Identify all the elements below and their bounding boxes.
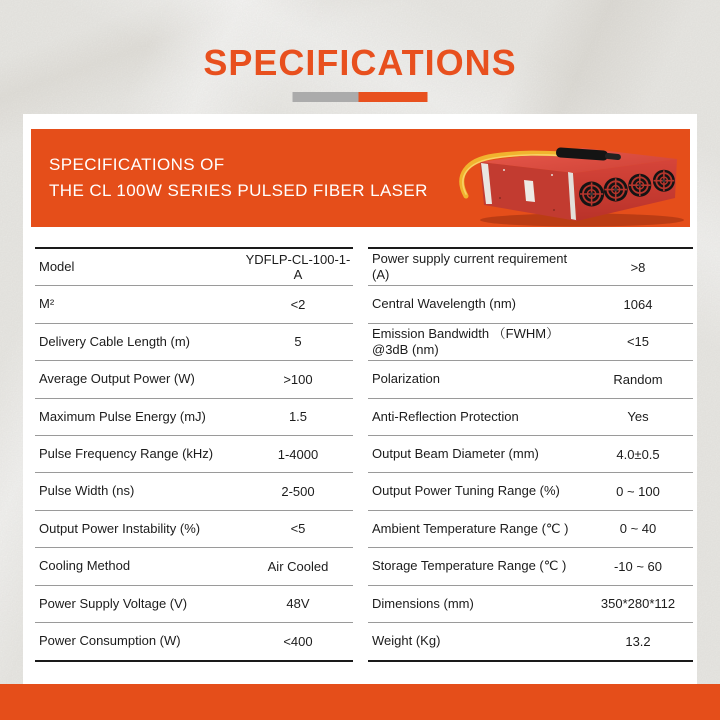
banner-heading-line2: THE CL 100W SERIES PULSED FIBER LASER: [49, 181, 428, 200]
spec-value: Yes: [627, 409, 649, 425]
spec-value: 1-4000: [277, 446, 319, 462]
spec-label: Ambient Temperature Range (℃ ): [372, 520, 569, 536]
table-row: [368, 249, 693, 286]
spec-value: 13.2: [625, 634, 651, 650]
table-row: [368, 286, 693, 323]
spec-label: Average Output Power (W): [39, 371, 195, 387]
table-row: [35, 286, 353, 323]
table-row: [368, 399, 693, 436]
spec-table-left: [35, 247, 353, 662]
banner-heading: [49, 152, 428, 204]
spec-label: Storage Temperature Range (℃ ): [372, 558, 567, 574]
spec-value: >100: [283, 371, 313, 387]
spec-value: Air Cooled: [267, 558, 329, 574]
table-row: [368, 361, 693, 398]
table-row: [368, 436, 693, 473]
page-title: SPECIFICATIONS: [203, 42, 517, 83]
table-row: [35, 511, 353, 548]
spec-value: 350*280*112: [600, 596, 676, 612]
spec-banner: [31, 129, 690, 227]
spec-label: M²: [39, 296, 55, 312]
spec-value: 2-500: [281, 484, 315, 500]
spec-label: Power Consumption (W): [39, 633, 181, 649]
fiber-laser-image: [442, 132, 692, 227]
spec-value: 0 ~ 40: [619, 521, 657, 537]
spec-label: Central Wavelength (nm): [372, 296, 517, 312]
table-row: [35, 361, 353, 398]
divider-gray-segment: [293, 92, 359, 102]
spec-label: Polarization: [372, 371, 440, 387]
spec-value: >8: [630, 259, 646, 275]
spec-label: Power supply current requirement (A): [372, 250, 568, 283]
table-row: [35, 324, 353, 361]
fan-grille-icon: [579, 182, 604, 207]
fan-grille-icon: [653, 170, 675, 192]
spec-value: -10 ~ 60: [613, 558, 663, 574]
spec-value: <5: [290, 521, 306, 537]
bottom-accent-bar: [0, 684, 720, 720]
spec-label: Power Supply Voltage (V): [39, 595, 188, 611]
spec-card: [23, 114, 697, 684]
table-row: [35, 249, 353, 286]
spec-value: Random: [613, 371, 663, 387]
spec-value: 5: [294, 334, 302, 350]
spec-label: Model: [39, 259, 75, 275]
spec-label: Cooling Method: [39, 558, 131, 574]
fan-grille-icon: [604, 178, 628, 202]
spec-value: 1064: [623, 297, 653, 313]
spec-value: 48V: [286, 596, 310, 612]
spec-value: <400: [283, 634, 313, 650]
spec-label: Delivery Cable Length (m): [39, 333, 191, 349]
spec-label: Maximum Pulse Energy (mJ): [39, 408, 206, 424]
table-row: [35, 548, 353, 585]
table-row: [35, 623, 353, 660]
table-row: [35, 586, 353, 623]
title-divider: [293, 92, 428, 102]
table-row: [35, 436, 353, 473]
table-row: [368, 511, 693, 548]
spec-label: Pulse Frequency Range (kHz): [39, 446, 214, 462]
fan-grille-icon: [628, 174, 651, 197]
spec-label: Output Power Instability (%): [39, 520, 201, 536]
spec-label: Pulse Width (ns): [39, 483, 135, 499]
table-row: [368, 548, 693, 585]
banner-heading-line1: SPECIFICATIONS OF: [49, 155, 225, 174]
table-row: [368, 324, 693, 361]
table-row: [368, 473, 693, 510]
table-row: [368, 586, 693, 623]
spec-value: <2: [290, 297, 306, 313]
spec-value: 4.0±0.5: [616, 446, 660, 462]
table-row: [35, 473, 353, 510]
spec-value: YDFLP-CL-100-1-A: [245, 252, 351, 283]
table-row: [35, 399, 353, 436]
spec-label: Output Beam Diameter (mm): [372, 446, 539, 462]
spec-value: 1.5: [288, 409, 308, 425]
spec-label: Output Power Tuning Range (%): [372, 483, 560, 499]
spec-label: Emission Bandwidth （FWHM）@3dB (nm): [372, 325, 560, 357]
spec-value: <15: [626, 334, 650, 350]
spec-label: Weight (Kg): [372, 633, 441, 649]
spec-table-right: [368, 247, 693, 662]
divider-orange-segment: [359, 92, 428, 102]
spec-label: Dimensions (mm): [372, 595, 474, 611]
table-row: [368, 623, 693, 660]
spec-value: 0 ~ 100: [616, 484, 660, 500]
spec-label: Anti-Reflection Protection: [372, 408, 519, 424]
